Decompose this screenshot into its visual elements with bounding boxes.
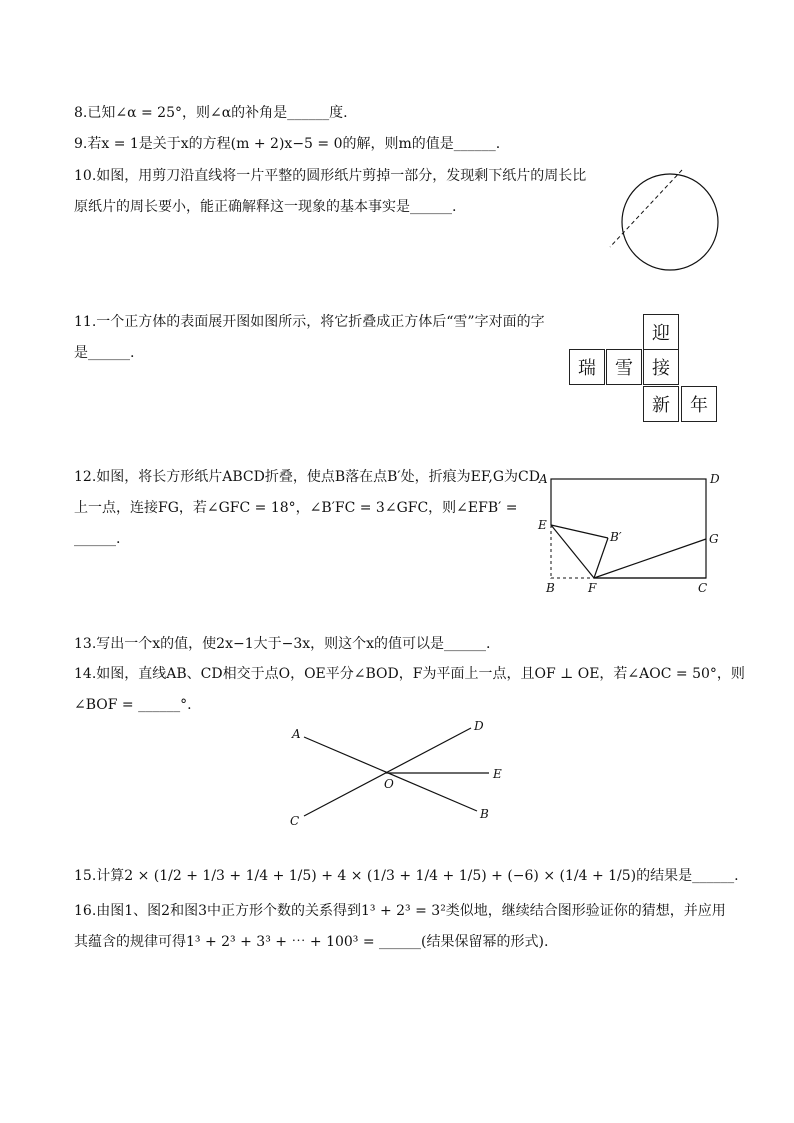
question-12 (74, 467, 540, 549)
line-b-prime-f (594, 538, 608, 578)
line-fg (594, 539, 706, 578)
cut-line (610, 170, 682, 247)
circle-cut-figure (604, 165, 730, 277)
question-11-line2: 是______. (74, 345, 135, 361)
label-b: B (546, 581, 555, 595)
question-14-line1: 14.如图，直线AB、CD相交于点O，OE平分∠BOD，F为平面上一点，且OF ⊥ OE，若∠AOC = 50°，则 (74, 666, 745, 682)
question-13 (74, 634, 490, 654)
label-g: G (709, 532, 719, 546)
question-11-line1: 11.一个正方体的表面展开图如图所示，将它折叠成正方体后“雪”字对面的字 (74, 314, 545, 330)
line-ab (304, 737, 477, 811)
net-cell-xue: 雪 (606, 349, 642, 385)
label-b-prime: B′ (610, 530, 622, 544)
question-12-line3: ______. (74, 531, 121, 547)
label-d: D (710, 472, 720, 486)
question-16-line2: 其蕴含的规律可得1³ + 2³ + 3³ + ⋯ + 100³ = ______(结果保留幂的形式). (74, 934, 549, 950)
net-cell-ying: 迎 (643, 314, 679, 350)
label-f: F (588, 581, 597, 595)
rectangle-abcd (551, 479, 706, 578)
net-cell-rui: 瑞 (569, 349, 605, 385)
paper-circle (622, 174, 718, 270)
question-14 (74, 664, 745, 715)
net-cell-nian: 年 (681, 386, 717, 422)
question-12-line2: 上一点，连接FG，若∠GFC = 18°，∠B′FC = 3∠GFC，则∠EFB′ = (74, 500, 518, 516)
question-10-line1: 10.如图，用剪刀沿直线将一片平整的圆形纸片剪掉一部分，发现剩下纸片的周长比 (74, 168, 587, 184)
folded-rectangle-figure (530, 465, 730, 600)
question-12-line1: 12.如图，将长方形纸片ABCD折叠，使点B落在点B′处，折痕为EF,G为CD (74, 469, 540, 485)
label-c: C (698, 581, 708, 595)
question-9 (74, 134, 500, 154)
label-a: A (539, 472, 548, 486)
label-d: D (474, 719, 484, 733)
intersecting-lines-figure (284, 718, 509, 830)
question-16 (74, 901, 726, 952)
question-16-line1: 16.由图1、图2和图3中正方形个数的关系得到1³ + 2³ = 3²类似地，继续结合图形验证你的猜想，并应用 (74, 903, 726, 919)
net-cell-xin: 新 (643, 386, 679, 422)
question-13-text: 13.写出一个x的值，使2x−1大于−3x，则这个x的值可以是______. (74, 636, 491, 652)
question-9-text: 9.若x = 1是关于x的方程(m + 2)x−5 = 0的解，则m的值是______. (74, 136, 501, 152)
line-cd (304, 728, 471, 816)
question-10-line2: 原纸片的周长要小，能正确解释这一现象的基本事实是______. (74, 199, 457, 215)
question-11 (74, 312, 545, 363)
net-cell-jie: 接 (643, 349, 679, 385)
label-b: B (480, 807, 489, 821)
question-10 (74, 166, 586, 217)
label-a: A (292, 727, 301, 741)
label-e: E (493, 767, 502, 781)
label-c: C (290, 814, 300, 828)
question-15-text: 15.计算2 × (1/2 + 1/3 + 1/4 + 1/5) + 4 × (1/3 + 1/4 + 1/5) + (−6) × (1/4 + 1/5)的结果是______. (74, 868, 739, 884)
question-8 (74, 103, 348, 123)
label-o: O (384, 777, 394, 791)
question-14-line2: ∠BOF = ______°. (74, 697, 192, 713)
question-8-text: 8.已知∠α = 25°，则∠α的补角是______度. (74, 105, 348, 121)
question-15 (74, 866, 739, 886)
label-e: E (538, 518, 547, 532)
